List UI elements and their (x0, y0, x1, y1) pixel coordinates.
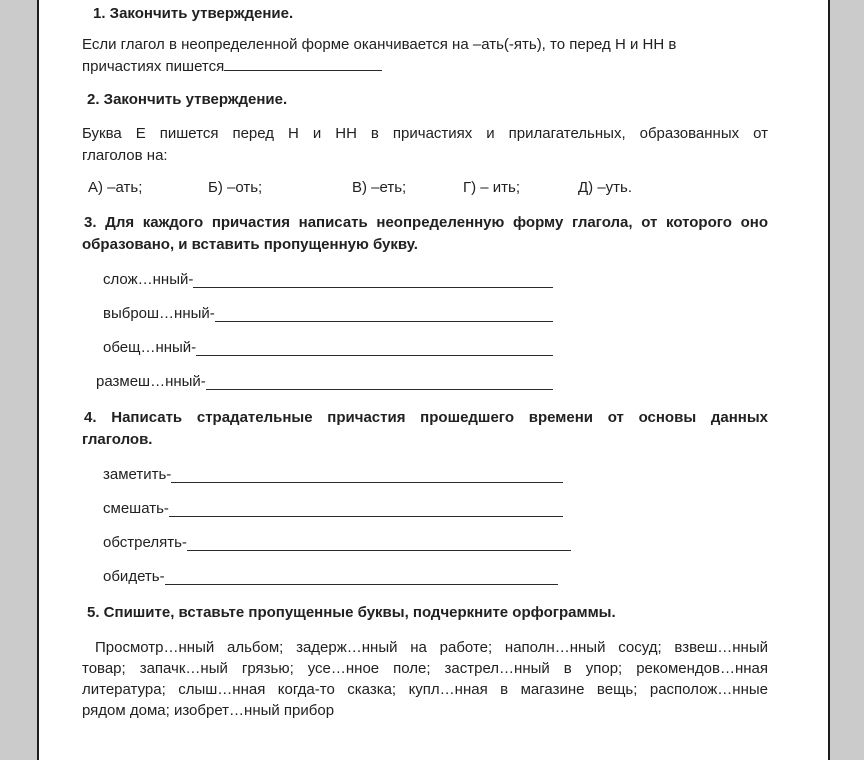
answer-blank (169, 516, 563, 517)
answer-blank (215, 321, 553, 322)
question-2-text-line-1: Буква Е пишется перед Н и НН в причастиях и прилагательных, образованных от (82, 125, 768, 142)
fill-item (96, 371, 553, 393)
answer-blank (171, 482, 563, 483)
question-5-heading: 5. Спишите, вставьте пропущенные буквы, подчеркните орфограммы. (87, 604, 616, 621)
fill-item (103, 498, 563, 520)
fill-item-label: слож…нный- (103, 271, 194, 288)
fill-item-label: обещ…нный- (103, 339, 197, 356)
question-5-text-line-1: Просмотр…нный альбом; задерж…нный на работе; наполн…нный сосуд; взвеш…нный (95, 639, 768, 656)
answer-blank (187, 550, 571, 551)
question-4-heading-line-1: 4. Написать страдательные причастия прошедшего времени от основы данных (84, 409, 768, 426)
worksheet-page (37, 0, 830, 760)
answer-blank (193, 287, 553, 288)
question-1-text-before-blank: причастиях пишется (82, 58, 225, 75)
fill-item (103, 303, 553, 325)
option-b: Б) –оть; (208, 179, 263, 196)
question-3-fill-items (96, 269, 768, 393)
fill-item-label: обстрелять- (103, 534, 187, 551)
fill-item-label: заметить- (103, 466, 172, 483)
fill-item-label: обидеть- (103, 568, 165, 585)
question-3-heading-line-2: образовано, и вставить пропущенную букву. (82, 236, 418, 253)
fill-item-label: размеш…нный- (96, 373, 206, 390)
option-v: В) –еть; (352, 179, 407, 196)
question-1-text-line-1: Если глагол в неопределенной форме оканчивается на –ать(-ять), то перед Н и НН в (82, 36, 677, 53)
option-d: Д) –уть. (578, 179, 633, 196)
option-a: А) –ать; (88, 179, 143, 196)
question-5-text-line-3: литература; слыш…нная когда-то сказка; купл…нная в магазине вещь; располож…нные (82, 681, 768, 698)
question-2-options-row (88, 177, 768, 199)
fill-item (103, 337, 553, 359)
fill-item (103, 269, 553, 291)
question-1-text-line-2 (82, 56, 768, 78)
answer-blank (206, 389, 553, 390)
fill-item-label: смешать- (103, 500, 169, 517)
option-g: Г) – ить; (463, 179, 521, 196)
question-3-heading-line-1: 3. Для каждого причастия написать неопределенную форму глагола, от которого оно (84, 214, 768, 231)
fill-item (103, 566, 558, 588)
question-4-heading-line-2: глаголов. (82, 431, 153, 448)
fill-item (103, 464, 563, 486)
question-1-answer-blank (224, 56, 382, 71)
question-2-heading: 2. Закончить утверждение. (87, 91, 288, 108)
question-1-heading: 1. Закончить утверждение. (93, 5, 294, 22)
question-2-text-line-2: глаголов на: (82, 147, 168, 164)
question-4-fill-items (103, 464, 768, 588)
question-5-text-line-4: рядом дома; изобрет…нный прибор (82, 702, 335, 719)
answer-blank (196, 355, 553, 356)
fill-item (103, 532, 571, 554)
fill-item-label: выброш…нный- (103, 305, 215, 322)
answer-blank (165, 584, 558, 585)
question-5-text-line-2: товар; запачк…ный грязью; усе…нное поле; застрел…нный в упор; рекомендов…нная (82, 660, 768, 677)
